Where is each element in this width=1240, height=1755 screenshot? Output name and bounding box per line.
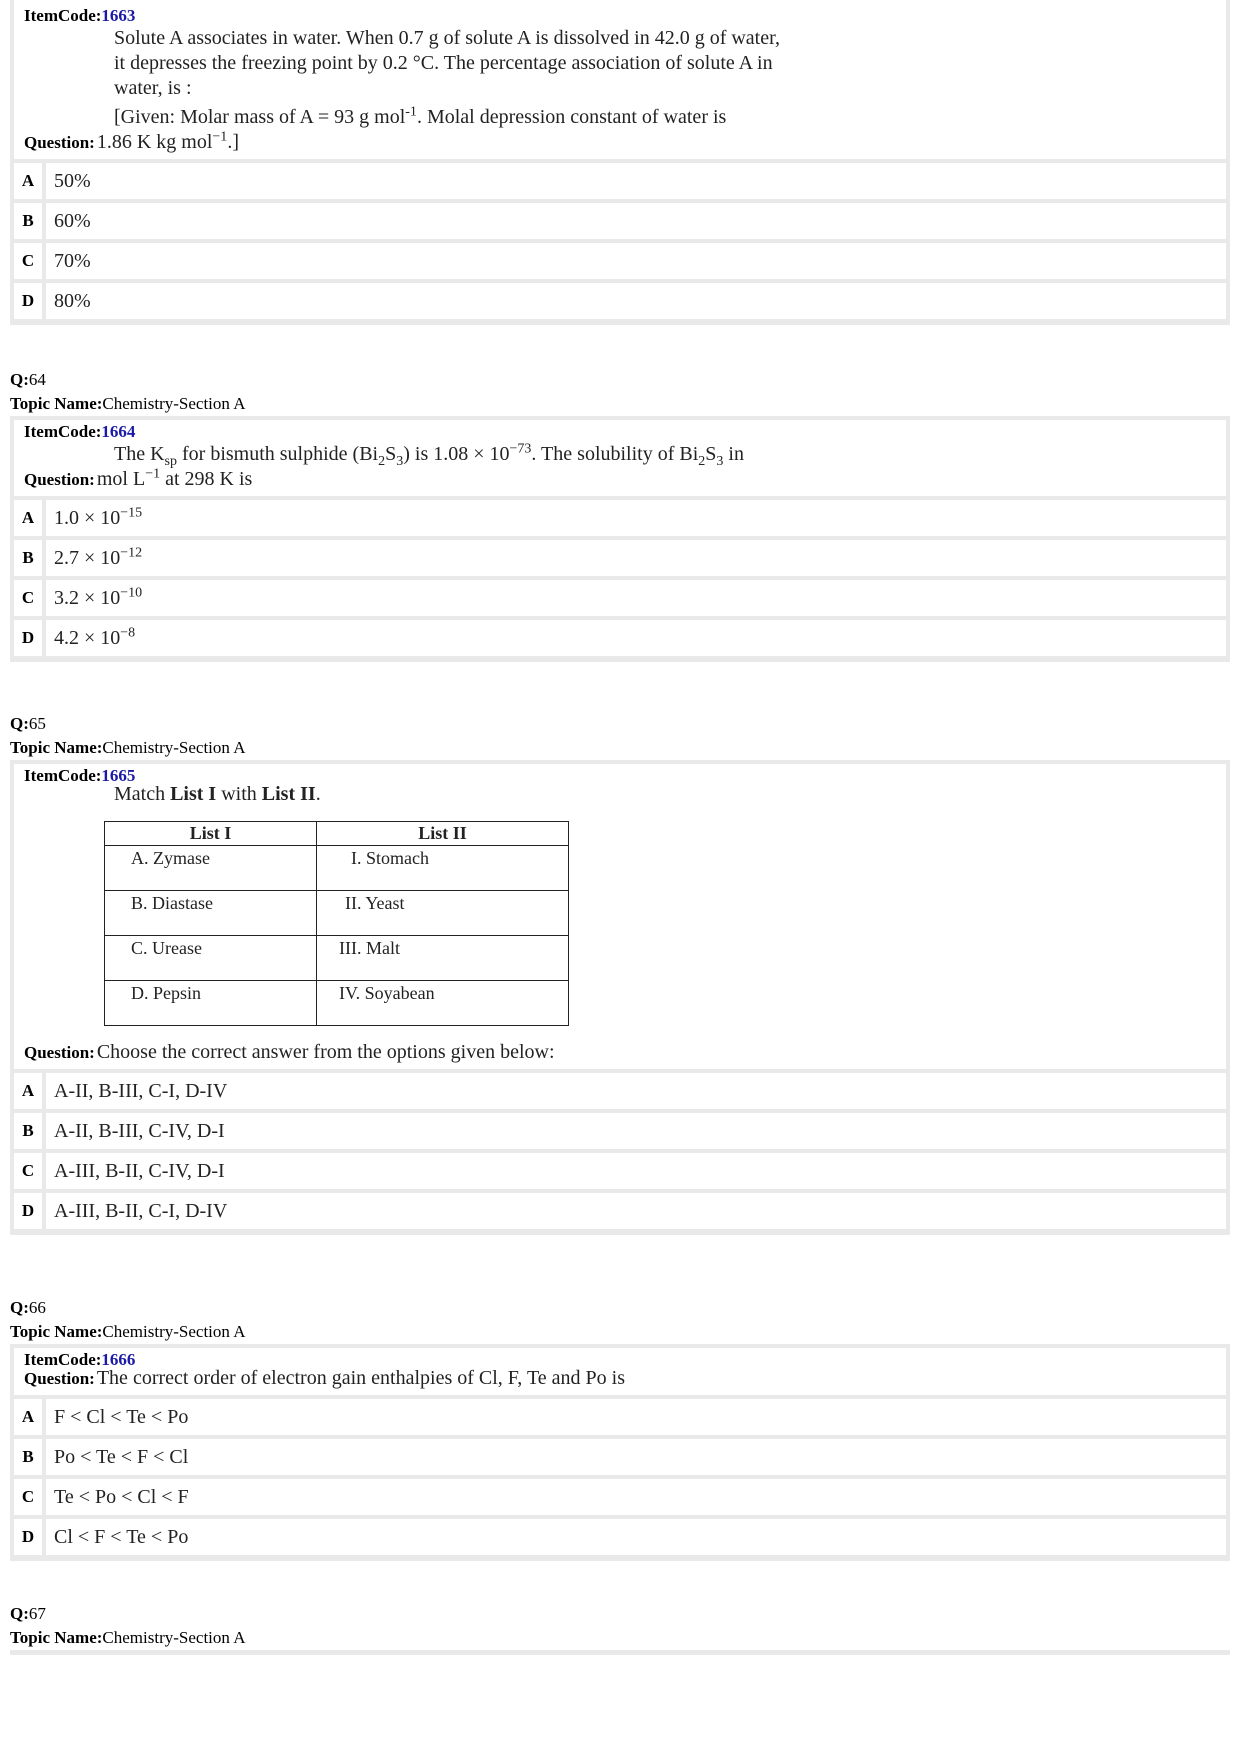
option-c[interactable]: C Te < Po < Cl < F [14,1479,1226,1515]
option-d[interactable]: D Cl < F < Te < Po [14,1519,1226,1555]
option-d[interactable]: D A-III, B-II, C-I, D-IV [14,1193,1226,1229]
table-cell: III. Malt [317,936,569,981]
option-a[interactable]: A A-II, B-III, C-I, D-IV [14,1073,1226,1109]
question-card-1666 [10,1344,1230,1561]
option-d[interactable]: D $4.2 \times 10^{-8}$ [14,620,1226,656]
match-table [104,821,569,1026]
table-cell: IV. Soyabean [317,981,569,1026]
question-line: water, is : [114,77,192,99]
question-line: The $K_{sp}$ for bismuth sulphide $(Bi_2S_3)$ is $1.08 \times 10^{-73}$. The solubility of $Bi_2S_3$ in [114,441,744,469]
question-header-64: Q:64 Topic Name:Chemistry-Section A [10,370,246,413]
list2-header: List II [317,822,569,846]
table-cell: I. Stomach [317,846,569,891]
card-top-edge [10,1650,1230,1655]
option-a[interactable]: A 50% [14,163,1226,199]
question-card-1665 [10,760,1230,1235]
item-code-value: 1663 [101,6,136,25]
question-row: Question: mol $L^{-1}$ at 298 K is [24,466,253,490]
option-c[interactable]: C 70% [14,243,1226,279]
item-code-value: 1664 [101,422,136,441]
question-row: Question: Choose the correct answer from the options given below: [24,1041,555,1063]
question-row [24,130,1216,155]
question-body [14,0,1226,159]
match-intro: Match List I with List II. [114,783,321,805]
option-a[interactable]: A $1.0 \times 10^{-15}$ [14,500,1226,536]
table-cell: A. Zymase [105,846,317,891]
table-cell: II. Yeast [317,891,569,936]
question-line: Solute A associates in water. When 0.7 g of solute A is dissolved in 42.0 g of water, [114,27,780,49]
option-c[interactable]: C A-III, B-II, C-IV, D-I [14,1153,1226,1189]
question-header-67: Q:67 Topic Name:Chemistry-Section A [10,1604,246,1647]
item-code-label: ItemCode: [24,6,102,25]
question-header-66: Q:66 Topic Name:Chemistry-Section A [10,1298,246,1341]
question-body: ItemCode:1665 Match List I with List II. List I List II A. Zymase I. Stomach B. Diastase II. Yeast C. Urease III. Malt D. Pepsin IV. Soyabean Question: Choose the correct answer from the options given below: [14,764,1226,1069]
question-header-65: Q:65 Topic Name:Chemistry-Section A [10,714,246,757]
table-cell: D. Pepsin [105,981,317,1026]
option-c[interactable]: C $3.2 \times 10^{-10}$ [14,580,1226,616]
question-line: it depresses the freezing point by 0.2 °C. The percentage association of solute A in [114,52,773,74]
option-a[interactable]: A F < Cl < Te < Po [14,1399,1226,1435]
option-b[interactable]: B 60% [14,203,1226,239]
table-cell: B. Diastase [105,891,317,936]
question-card-1663 [10,0,1230,325]
question-body: ItemCode:1664 The $K_{sp}$ for bismuth sulphide $(Bi_2S_3)$ is $1.08 \times 10^{-73}$. The solubility of $Bi_2S_3$ in Question: mol $L^{-1}$ at 298 K is [14,420,1226,496]
question-text [24,26,1216,130]
option-d[interactable]: D 80% [14,283,1226,319]
list1-header: List I [105,822,317,846]
question-line: 1.86 K kg mol$^{-1}$.] [96,129,239,153]
option-b[interactable]: B $2.7 \times 10^{-12}$ [14,540,1226,576]
question-body: ItemCode:1666 Question: The correct order of electron gain enthalpies of Cl, F, Te and Po is [14,1348,1226,1395]
item-code-value: 1665 [101,766,136,785]
question-line: [Given: Molar mass of A = 93 g mol$^{-1}$. Molal depression constant of water is [114,104,727,128]
question-row: Question: The correct order of electron gain enthalpies of Cl, F, Te and Po is [24,1367,625,1389]
option-b[interactable]: B Po < Te < F < Cl [14,1439,1226,1475]
item-code-value: 1666 [101,1350,136,1369]
option-b[interactable]: B A-II, B-III, C-IV, D-I [14,1113,1226,1149]
question-card-1664 [10,416,1230,662]
table-cell: C. Urease [105,936,317,981]
question-label: Question: [24,133,95,152]
